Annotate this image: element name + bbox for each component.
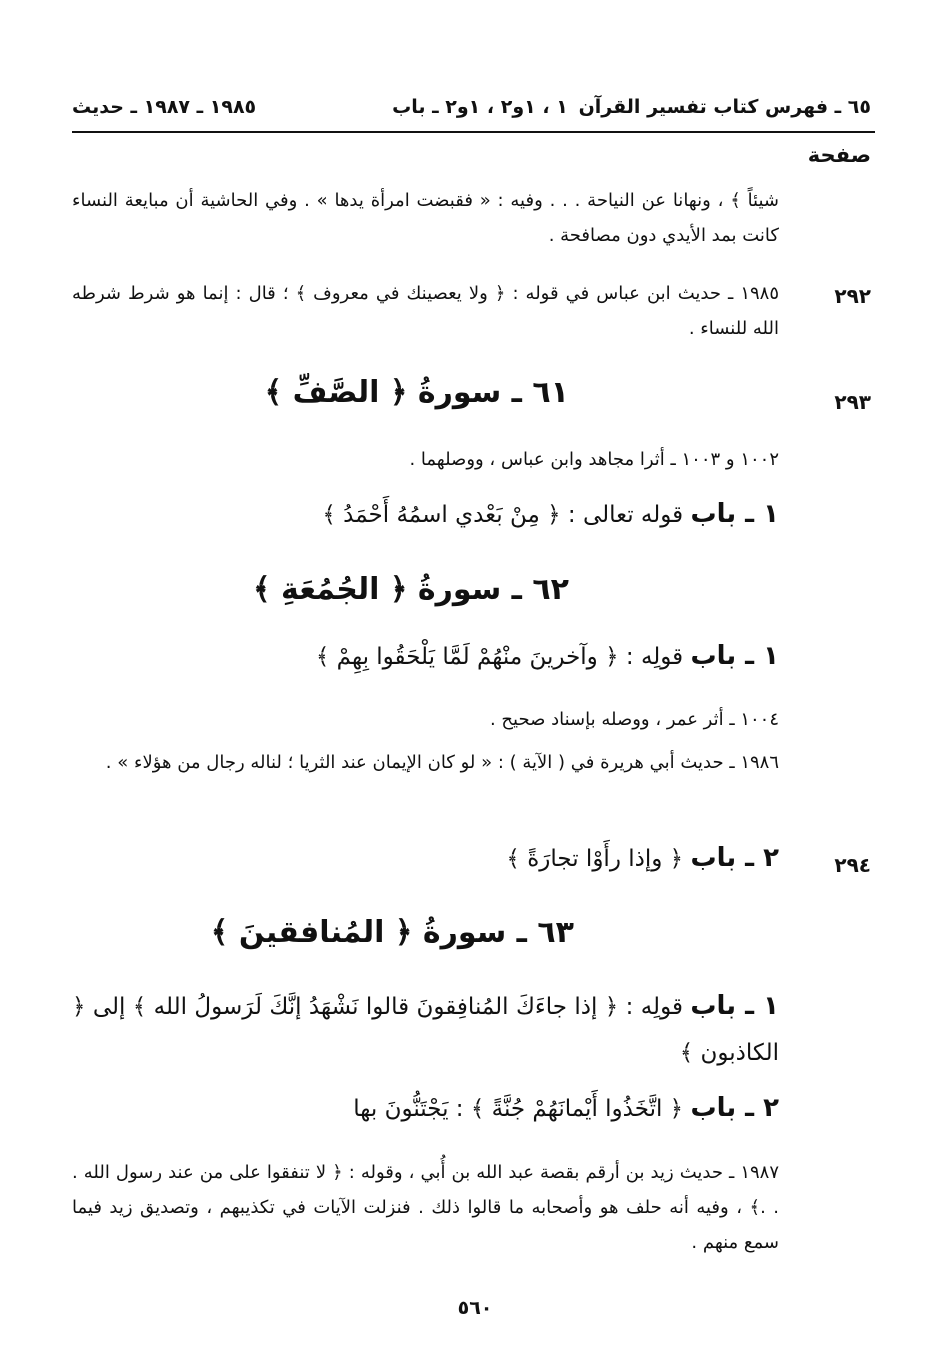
hadith-1987: ١٩٨٧ ـ حديث زيد بن أرقم بقصة عبد الله بن أُبي ، وقوله : ﴿ لا تنفقوا على من عند رسول الله . . .﴾ ، وفيه أنه حلف هو وأصحابه ما قالوا ذلك . فنزلت الآيات في تكذيبهم ، وتصديق زيد فيما سمع منهم . — [72, 1162, 779, 1253]
athar-1002-1003: ١٠٠٢ و ١٠٠٣ ـ أثرا مجاهد وابن عباس ، ووصلهما . — [409, 449, 779, 470]
hadith-1986: ١٩٨٦ ـ حديث أبي هريرة في ( الآية ) : « لو كان الإيمان عند الثريا ؛ لناله رجال من هؤلاء » . — [105, 752, 779, 773]
sura-62-heading: ٦٢ ـ سورةُ ﴿ الجُمُعَةِ ﴾ — [253, 572, 569, 607]
bab-text: ﴿ اتَّخَذُوا أَيْمانَهُمْ جُنَّةً ﴾ : يَجْتَنُّونَ بها — [353, 1096, 684, 1122]
page-number: ٥٦٠ — [457, 1297, 493, 1319]
sura-61-heading: ٦١ ـ سورةُ ﴿ الصَّفِّ ﴾ — [264, 375, 569, 410]
page-ref-292: ٢٩٢ — [834, 284, 871, 308]
hadith-1985: ١٩٨٥ ـ حديث ابن عباس في قوله : ﴿ ولا يعصينك في معروف ﴾ ؛ قال : إنما هو شرط شرطه الله للنساء . — [72, 283, 779, 339]
header-hadith-range: ١٩٨٥ ـ ١٩٨٧ ـ حديث — [72, 96, 257, 118]
bab-munafiqun — [72, 983, 779, 1076]
bab-ahmad — [322, 499, 779, 529]
bab-label: ٢ ـ باب — [690, 1093, 779, 1123]
athar-1004: ١٠٠٤ ـ أثر عمر ، ووصله بإسناد صحيح . — [489, 709, 779, 730]
sura-63-heading: ٦٣ ـ سورةُ ﴿ المُنافقينَ ﴾ — [210, 915, 574, 950]
bab-text: قولِه : ﴿ وآخرينَ منْهُمْ لَمَّا يَلْحَقُوا بِهِمْ ﴾ — [315, 644, 684, 670]
bab-text: قولِه : ﴿ إذا جاءَكَ المُنافِقونَ قالوا نَشْهَدُ إنَّكَ لَرَسولُ الله ﴾ إلى ﴿ الكاذبون ﴾ — [72, 994, 779, 1066]
bab-tijarah — [506, 843, 779, 873]
page-ref-293: ٢٩٣ — [834, 390, 871, 414]
page-column-label: صفحة — [807, 143, 871, 167]
bab-label: ٢ ـ باب — [690, 843, 779, 873]
bab-label: ١ ـ باب — [690, 641, 779, 671]
bab-akharin — [316, 641, 779, 671]
page-ref-294: ٢٩٤ — [834, 853, 871, 877]
bab-text: قوله تعالى : ﴿ مِنْ بَعْدي اسمُهُ أَحْمَدُ ﴾ — [322, 502, 684, 528]
header-chapter-title: ٦٥ ـ فهرس كتاب تفسير القرآن — [578, 96, 871, 118]
bab-ittakhadhu — [353, 1093, 779, 1123]
paragraph-continuation: شيئاً ﴾ ، ونهانا عن النياحة . . . وفيه : « فقبضت امرأة يدها » . وفي الحاشية أن مبايعة النساء كانت بمد الأيدي دون مصافحة . — [72, 190, 779, 246]
bab-label: ١ ـ باب — [690, 991, 780, 1021]
bab-label: ١ ـ باب — [690, 499, 779, 529]
header-bab-range: ١ ، ١و٢ ، ١و٢ ـ باب — [392, 96, 568, 118]
bab-text: ﴿ وإذا رأَوْا تجارَةً ﴾ — [506, 846, 684, 872]
header-divider — [72, 131, 875, 133]
